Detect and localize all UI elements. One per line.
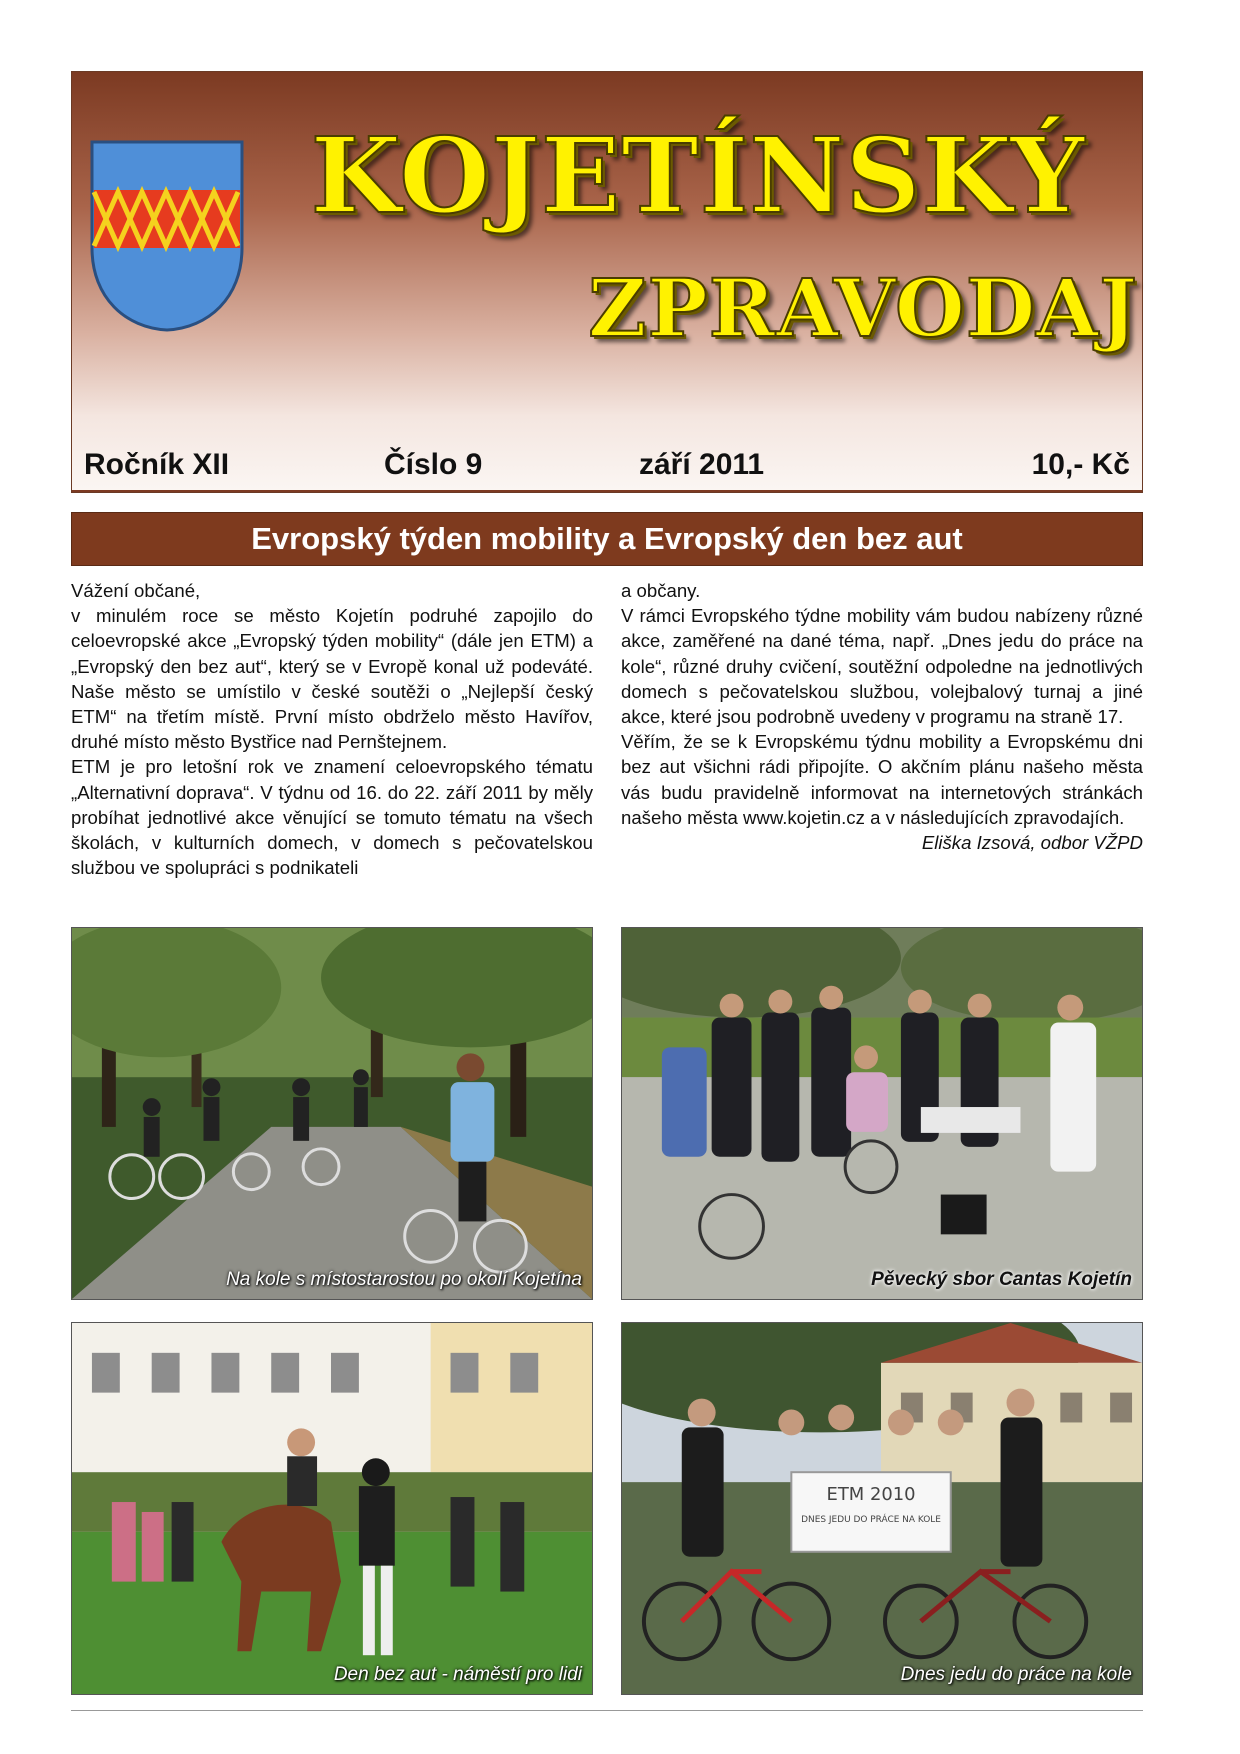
article-paragraph: ETM je pro letošní rok ve znamení celoevropského tématu „Alternativní doprava“. V týdnu od 16. do 22. září 2011 by měly probíhat jednotlivé akce věnující se tomuto tématu na všech školách, v kulturních domech, v domech s pečovatelskou službou ve spolupráci s podnikateli xyxy=(71,756,593,879)
photo-caption: Na kole s místostarostou po okolí Kojetína xyxy=(226,1269,582,1290)
article-left-column xyxy=(71,578,593,880)
article-byline: Eliška Izsová, odbor VŽPD xyxy=(921,832,1143,854)
masthead-subtitle: ZPRAVODAJ xyxy=(588,261,1138,355)
issue-number: Číslo 9 xyxy=(384,448,483,481)
volume-label: Ročník XII xyxy=(84,448,230,481)
photo-caption: Pěvecký sbor Cantas Kojetín xyxy=(871,1269,1132,1290)
article-paragraph: Vážení občané, xyxy=(71,580,201,601)
article-paragraph: a občany. xyxy=(621,580,701,601)
photo-caption: Den bez aut - náměstí pro lidi xyxy=(333,1664,582,1685)
photo-caption: Dnes jedu do práce na kole xyxy=(900,1664,1132,1685)
issue-price: 10,- Kč xyxy=(1031,448,1130,481)
masthead-divider xyxy=(72,490,1142,492)
banner-text-line1: ETM 2010 xyxy=(826,1484,916,1506)
photo-choir xyxy=(621,927,1143,1300)
article-headline: Evropský týden mobility a Evropský den bez aut xyxy=(71,512,1143,566)
article-paragraph: Věřím, že se k Evropskému týdnu mobility a Evropskému dni bez aut všichni rádi připojíte. O akčním plánu našeho města vás budu pravidelně informovat na internetových stránkách našeho města www.kojetin.cz a v následujících zpravodajích. xyxy=(621,731,1143,828)
article-paragraph: v minulém roce se město Kojetín podruhé zapojilo do celoevropské akce „Evropský týden mobility“ (dále jen ETM) a „Evropský den bez aut“, který se v Evropě konal už podeváté. Naše město se umístilo v české soutěži o „Nejlepší český ETM“ na třetím místě. První místo obdrželo město Havířov, druhé místo město Bystřice nad Pernštejnem. xyxy=(71,605,593,753)
issue-date: září 2011 xyxy=(639,448,765,481)
photo-town-square-horse xyxy=(71,1322,593,1695)
article-right-column xyxy=(621,578,1143,855)
banner-text-line2: DNES JEDU DO PRÁCE NA KOLE xyxy=(801,1514,941,1525)
footer-divider xyxy=(71,1710,1143,1711)
masthead-title: KOJETÍNSKÝ xyxy=(310,114,1086,237)
photo-cyclists-forest xyxy=(71,927,593,1300)
article-paragraph: V rámci Evropského týdne mobility vám budou nabízeny různé akce, zaměřené na dané téma, např. „Dnes jedu do práce na kole“, různé druhy cvičení, soutěžní odpoledne na jednotlivých domech s pečovatelskou službou, volejbalový turnaj a jiné akce, které jsou podrobně uvedeny v programu na straně 17. xyxy=(621,605,1143,728)
issue-info-row xyxy=(84,448,1130,484)
coat-of-arms-icon xyxy=(88,138,246,334)
masthead xyxy=(71,71,1143,493)
photo-group-bikes-banner xyxy=(621,1322,1143,1695)
